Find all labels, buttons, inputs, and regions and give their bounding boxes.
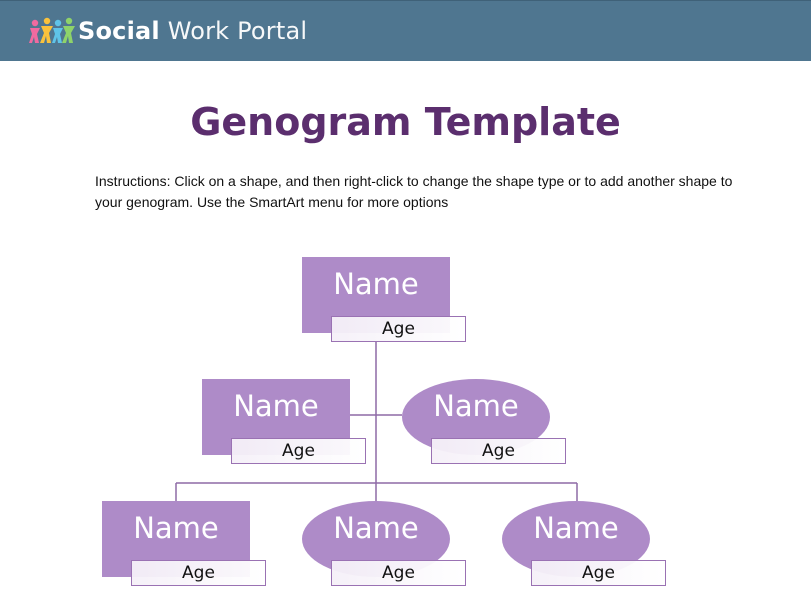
brand-name-bold: Social [78, 17, 160, 45]
brand-name-light: Work Portal [159, 17, 308, 45]
page-title: Genogram Template [190, 100, 621, 144]
node-age-box[interactable]: Age [531, 560, 666, 586]
node-name[interactable]: Name [333, 511, 419, 545]
node-name[interactable]: Name [333, 267, 419, 301]
node-age-box[interactable]: Age [331, 560, 466, 586]
node-age-box[interactable]: Age [331, 316, 466, 342]
node-name[interactable]: Name [433, 389, 519, 423]
instructions-text: Instructions: Click on a shape, and then right-click to change the shape type or to add another shape to your genogram. Use the SmartArt menu for more options [95, 173, 733, 210]
node-name[interactable]: Name [233, 389, 319, 423]
node-age-box[interactable]: Age [231, 438, 366, 464]
node-name[interactable]: Name [533, 511, 619, 545]
node-age-box[interactable]: Age [431, 438, 566, 464]
node-age-box[interactable]: Age [131, 560, 266, 586]
node-name[interactable]: Name [133, 511, 219, 545]
